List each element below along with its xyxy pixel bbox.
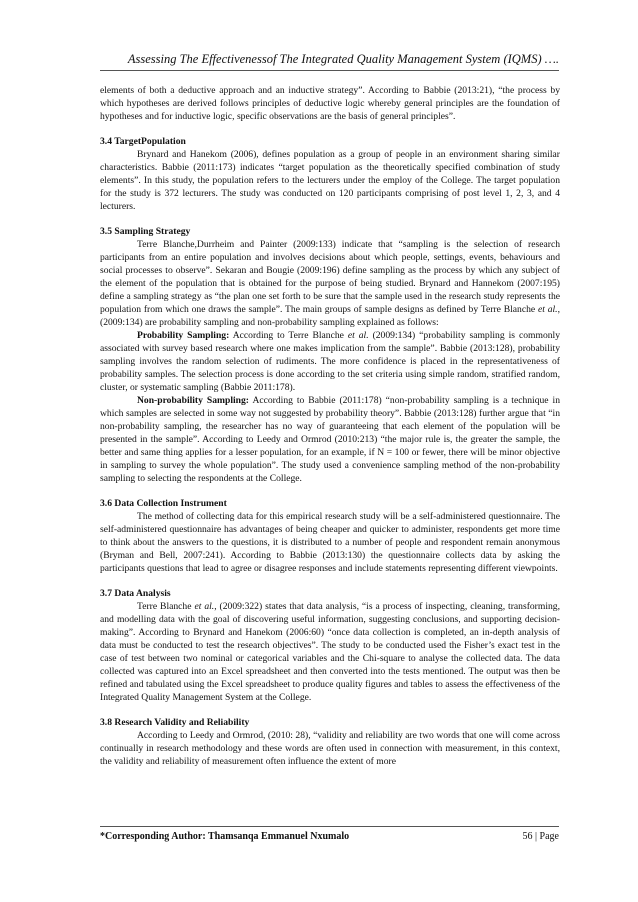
probability-sampling-label: Probability Sampling:: [137, 330, 230, 341]
section-heading-3-8: 3.8 Research Validity and Reliability: [100, 717, 250, 728]
text-run: Terre Blanche,Durrheim and Painter (2009:133) indicate that “sampling is the selection of research participants from an entire population and involves decisions about which people, settings, events, behaviours and social processes to observe”. Sekaran and Bougie (2009:196) define sampling as the process by which any subject of the element of the population that is obtained for the purpose of being studied. Brynard and Hannekom (2007:195) define a sampling strategy as “the plan one set forth to be sure that the sample used in the research study represents the population from which one draws the sample”. The main groups of sample designs as defined by Terre Blanche: [100, 239, 560, 315]
page-number: 56 | Page: [522, 831, 559, 842]
et-al: et al.: [194, 601, 215, 612]
sampling-strategy-paragraph: [100, 238, 560, 329]
non-probability-sampling-paragraph: [100, 394, 560, 485]
et-al: et al.: [347, 330, 369, 341]
text-run: According to Terre Blanche: [229, 330, 348, 341]
validity-reliability-paragraph: According to Leedy and Ormrod, (2010: 28), “validity and reliability are two words that one will come across continually in research methodology and these words are often used in connection with measurement, in this context, the validity and reliability of measurement often influence the extent of more: [100, 730, 560, 767]
section-heading-3-7: 3.7 Data Analysis: [100, 588, 171, 599]
text-run: (2009:134) “probability sampling is commonly associated with survey based research where one makes implication from the sample”. Babbie (2013:128), probability sampling involves the random selection of rudiments. The more confidence is placed in the representativeness of probability samples. The selection process is done according to the set criteria using simple random, stratified random, cluster, or systematic sampling (Babbie 2011:178).: [100, 330, 561, 393]
running-header: Assessing The Effectivenessof The Integrated Quality Management System (IQMS) ….: [100, 52, 559, 71]
section-heading-3-6: 3.6 Data Collection Instrument: [100, 498, 227, 509]
section-heading-3-4: 3.4 TargetPopulation: [100, 136, 186, 147]
et-al: et al.: [537, 304, 558, 315]
intro-paragraph: elements of both a deductive approach and an inductive strategy”. According to Babbie (2013:21), “the process by which hypotheses are derived follows principles of deductive logic whereby general principles are the foundation of hypotheses and for inductive logic, specific observations are the basis of general principles”.: [100, 85, 560, 122]
text-run: According to Babbie (2011:178) “non-probability sampling is a technique in which samples are selected in some way not suggested by probability theory”. Babbie (2013:128) further argue that “in non-probability sampling, the researcher has no way of guaranteeing that each element of the population will be presented in the sample”. According to Leedy and Ormrod (2010:213) “the major rule is, the greater the sample, the better and same thing applies for a lesser population, for an example, if N = 100 or fewer, there will be minor objective in sampling to survey the whole population”. The study used a convenience sampling method of the non-probability sampling to selecting the respondents at the College.: [100, 395, 560, 484]
target-population-paragraph: Brynard and Hanekom (2006), defines population as a group of people in an environment sharing similar characteristics. Babbie (2011:173) indicates “target population as the theoretically specified combination of study elements”. In this study, the population refers to the lecturers under the employ of the College. The target population for the study is 372 lecturers. The study was conducted on 120 participants comprising of post level 1, 2, 3, and 4 lecturers.: [100, 149, 560, 212]
article-body: [100, 84, 560, 768]
page-footer: [100, 826, 559, 842]
text-run: , (2009:322) states that data analysis, “is a process of inspecting, cleaning, transforming, and modelling data with the goal of discovering useful information, suggesting conclusions, and supporting decision-making”. According to Brynard and Hanekom (2006:60) “once data collection is completed, an in-depth analysis of data must be conducted to test the research objectives”. The study to be conducted used the Fisher’s exact test in the case of test between two nominal or categorical variables and the Chi-square to analyse the collected data. The data collected was captured into an Excel spreadsheet and then converted into the tests mentioned. The output was then be refined and tabulated using the Excel spreadsheet to produce quality figures and tables to assess the effectiveness of the Integrated Quality Management System at the College.: [100, 601, 560, 703]
probability-sampling-paragraph: [100, 329, 560, 394]
text-run: Terre Blanche: [137, 601, 195, 612]
non-probability-sampling-label: Non-probability Sampling:: [137, 395, 250, 406]
data-analysis-paragraph: [100, 600, 560, 704]
corresponding-author: *Corresponding Author: Thamsanqa Emmanuel Nxumalo: [100, 831, 350, 842]
data-collection-paragraph: The method of collecting data for this empirical research study will be a self-administered questionnaire. The self-administered questionnaire has advantages of being cheaper and quicker to administer, respondents get more time to think about the answers to the questions, it is distributed to a number of people and respondent remain anonymous (Bryman and Bell, 2007:241). According to Babbie (2013:130) the questionnaire collects data by asking the participants questions that lead to agree or disagree responses and include statements representing different viewpoints.: [100, 511, 560, 574]
section-heading-3-5: 3.5 Sampling Strategy: [100, 226, 191, 237]
text-run: , (2009:134) are probability sampling and non-probability sampling explained as follows:: [100, 304, 560, 328]
